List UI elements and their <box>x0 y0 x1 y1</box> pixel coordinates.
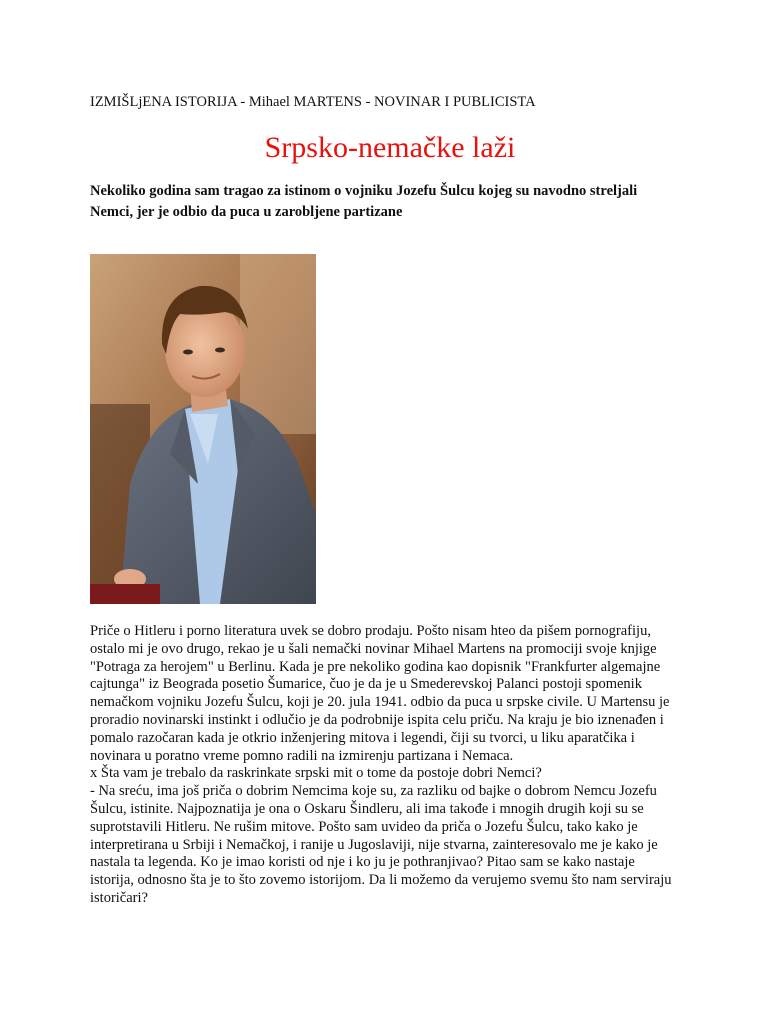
article-lead: Nekoliko godina sam tragao za istinom o vojniku Jozefu Šulcu kojeg su navodno streljali Nemci, jer je odbio da puca u zarobljene partizane <box>90 183 638 220</box>
article-kicker: IZMIŠLjENA ISTORIJA - Mihael MARTENS - NOVINAR I PUBLICISTA <box>90 94 536 110</box>
interview-answer: - Na sreću, ima još priča o dobrim Nemcima koje su, za razliku od bajke o dobrom Nemcu Jozefu Šulcu, istinite. Najpoznatija je ona o Oskaru Šindleru, ali ima takođe i mnogih drugih koji su se suprotstavili Hitleru. Ne rušim mitove. Pošto sam uvideo da priča o Jozefu Šulcu, tako kako je interpretirana u Srbiji i Nemačkoj, i ranije u Jugoslaviji, nije stvarna, zainteresovalo me je kako je nastala ta legenda. Ko je imao koristi od nje i ko ju je pothranjivao? Pitao sam se kako nastaje istorija, odnosno šta je to što zovemo istorijom. Da li možemo da verujemo svemu što nam serviraju istoričari? <box>90 783 672 906</box>
interview-question: x Šta vam je trebalo da raskrinkate srpski mit o tome da postoje dobri Nemci? <box>90 765 542 782</box>
author-photo <box>90 254 316 604</box>
body-paragraph: Priče o Hitleru i porno literatura uvek se dobro prodaju. Pošto nisam hteo da pišem pornografiju, ostalo mi je ovo drugo, rekao je u šali nemački novinar Mihael Martens na promociji svoje knjige "Potraga za herojem" u Berlinu. Kada je pre nekoliko godina kao dopisnik "Frankfurter algemajne cajtunga" iz Beograda posetio Šumarice, čuo je da je u Smederevskoj Palanci postoji spomenik nemačkom vojniku Jozefu Šulcu, koji je 20. jula 1941. odbio da puca u srpske civile. U Martensu je proradio novinarski instinkt i odlučio je da podrobnije ispita celu priču. Na kraju je bio iznenađen i pomalo razočaran kada je otkrio inženjering mitova i legendi, čiji su tvorci, u liku aparatčika i novinara u poratno vreme pomno radili na izmirenju partizana i Nemaca. <box>90 623 670 764</box>
article-title: Srpsko-nemačke laži <box>264 131 516 164</box>
article-body <box>90 623 680 908</box>
